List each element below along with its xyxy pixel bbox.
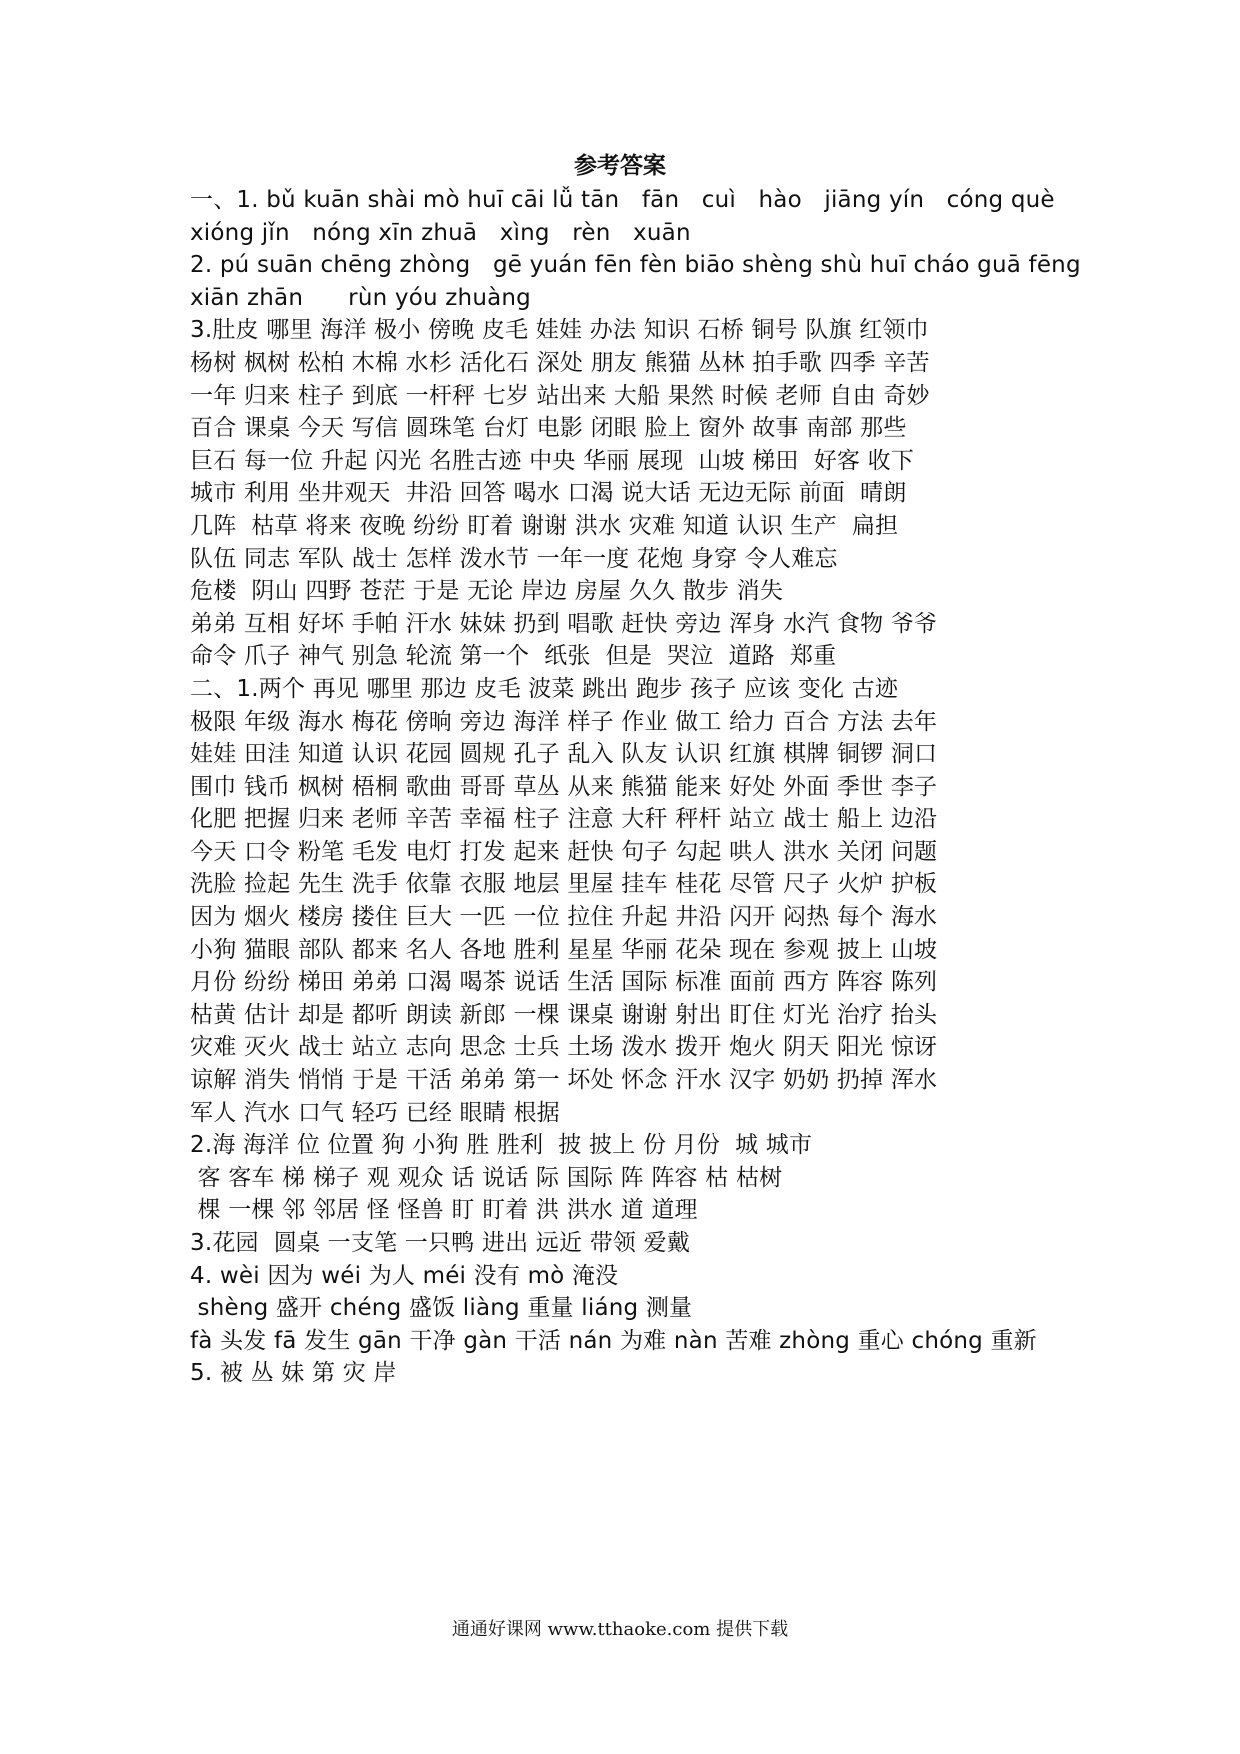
answer-line: 月份 纷纷 梯田 弟弟 口渴 喝茶 说话 生活 国际 标准 面前 西方 阵容 陈列 — [190, 969, 938, 996]
answer-line: xióng jǐn nóng xīn zhuā xìng rèn xuān — [190, 219, 691, 246]
page-footer: 通通好课网 www.tthaoke.com 提供下载 — [451, 1619, 789, 1640]
answer-body — [190, 184, 1081, 1390]
answer-line: fà 头发 fā 发生 gān 干净 gàn 干活 nán 为难 nàn 苦难 zhòng 重心 chóng 重新 — [190, 1327, 1037, 1354]
answer-line: 3.花园 圆桌 一支笔 一只鸭 进出 远近 带领 爱戴 — [190, 1230, 691, 1256]
answer-line: 军人 汽水 口气 轻巧 已经 眼睛 根据 — [190, 1099, 560, 1126]
page-title: 参考答案 — [574, 152, 666, 179]
answer-line: 化肥 把握 归来 老师 辛苦 幸福 柱子 注意 大秆 秤杆 站立 战士 船上 边沿 — [190, 806, 938, 833]
answer-line: 今天 口令 粉笔 毛发 电灯 打发 起来 赶快 句子 勾起 哄人 洪水 关闭 问题 — [190, 838, 938, 865]
answer-line: xiān zhān rùn yóu zhuàng — [190, 284, 531, 311]
answer-line: 洗脸 捡起 先生 洗手 依靠 衣服 地层 里屋 挂车 桂花 尽管 尺子 火炉 护板 — [190, 871, 938, 898]
answer-line: 巨石 每一位 升起 闪光 名胜古迹 中央 华丽 展现 山坡 梯田 好客 收下 — [190, 447, 915, 474]
answer-line: 几阵 枯草 将来 夜晚 纷纷 盯着 谢谢 洪水 灾难 知道 认识 生产 扁担 — [190, 512, 899, 539]
answer-line: 城市 利用 坐井观天 井沿 回答 喝水 口渴 说大话 无边无际 前面 晴朗 — [190, 480, 907, 507]
answer-line: 队伍 同志 军队 战士 怎样 泼水节 一年一度 花炮 身穿 令人难忘 — [190, 545, 838, 572]
answer-line: 一、1. bǔ kuān shài mò huī cāi lǚ tān fān cuì hào jiāng yín cóng què — [190, 187, 1055, 213]
answer-line: 弟弟 互相 好坏 手帕 汗水 妹妹 扔到 唱歌 赶快 旁边 浑身 水汽 食物 爷爷 — [190, 610, 938, 637]
answer-line: 2.海 海洋 位 位置 狗 小狗 胜 胜利 披 披上 份 月份 城 城市 — [190, 1132, 813, 1159]
answer-line: 极限 年级 海水 梅花 傍晌 旁边 海洋 样子 作业 做工 给力 百合 方法 去年 — [190, 708, 938, 735]
answer-line: 百合 课桌 今天 写信 圆珠笔 台灯 电影 闭眼 脸上 窗外 故事 南部 那些 — [190, 415, 907, 442]
answer-line: 围巾 钱币 枫树 梧桐 歌曲 哥哥 草丛 从来 熊猫 能来 好处 外面 季世 李子 — [190, 773, 938, 800]
answer-line: 5. 被 丛 妹 第 灾 岸 — [190, 1360, 397, 1387]
answer-line: 棵 一棵 邻 邻居 怪 怪兽 盯 盯着 洪 洪水 道 道理 — [190, 1197, 698, 1224]
answer-line: 谅解 消失 悄悄 于是 干活 弟弟 第一 坏处 怀念 汗水 汉字 奶奶 扔掉 浑水 — [190, 1067, 938, 1094]
answer-line: 灾难 灭火 战士 站立 志向 思念 士兵 土场 泼水 拨开 炮火 阴天 阳光 惊讶 — [190, 1034, 938, 1061]
answer-line: 杨树 枫树 松柏 木棉 水杉 活化石 深处 朋友 熊猫 丛林 拍手歌 四季 辛苦 — [190, 349, 930, 376]
answer-line: 枯黄 估计 却是 都听 朗读 新郎 一棵 课桌 谢谢 射出 盯住 灯光 治疗 抬头 — [190, 1001, 938, 1028]
answer-line: 2. pú suān chēng zhòng gē yuán fēn fèn biāo shèng shù huī cháo guā fēng — [190, 252, 1081, 279]
answer-line: 4. wèi 因为 wéi 为人 méi 没有 mò 淹没 — [190, 1262, 619, 1289]
answer-line: shèng 盛开 chéng 盛饭 liàng 重量 liáng 测量 — [190, 1295, 693, 1322]
answer-line: 因为 烟火 楼房 搂住 巨大 一匹 一位 拉住 升起 井沿 闪开 闷热 每个 海水 — [190, 904, 938, 931]
answer-line: 3.肚皮 哪里 海洋 极小 傍晚 皮毛 娃娃 办法 知识 石桥 铜号 队旗 红领巾 — [190, 317, 929, 344]
answer-line: 危楼 阴山 四野 苍茫 于是 无论 岸边 房屋 久久 散步 消失 — [190, 578, 784, 605]
answer-line: 客 客车 梯 梯子 观 观众 话 说话 际 国际 阵 阵容 枯 枯树 — [190, 1164, 783, 1191]
answer-line: 二、1.两个 再见 哪里 那边 皮毛 波菜 跳出 跑步 孩子 应该 变化 古迹 — [190, 675, 899, 702]
answer-line: 一年 归来 柱子 到底 一杆秤 七岁 站出来 大船 果然 时候 老师 自由 奇妙 — [190, 382, 930, 409]
answer-line: 娃娃 田洼 知道 认识 花园 圆规 孔子 乱入 队友 认识 红旗 棋牌 铜锣 洞口 — [190, 741, 938, 768]
answer-line: 小狗 猫眼 部队 都来 名人 各地 胜利 星星 华丽 花朵 现在 参观 披上 山坡 — [190, 936, 938, 963]
answer-line: 命令 爪子 神气 别急 轮流 第一个 纸张 但是 哭泣 道路 郑重 — [190, 643, 837, 670]
